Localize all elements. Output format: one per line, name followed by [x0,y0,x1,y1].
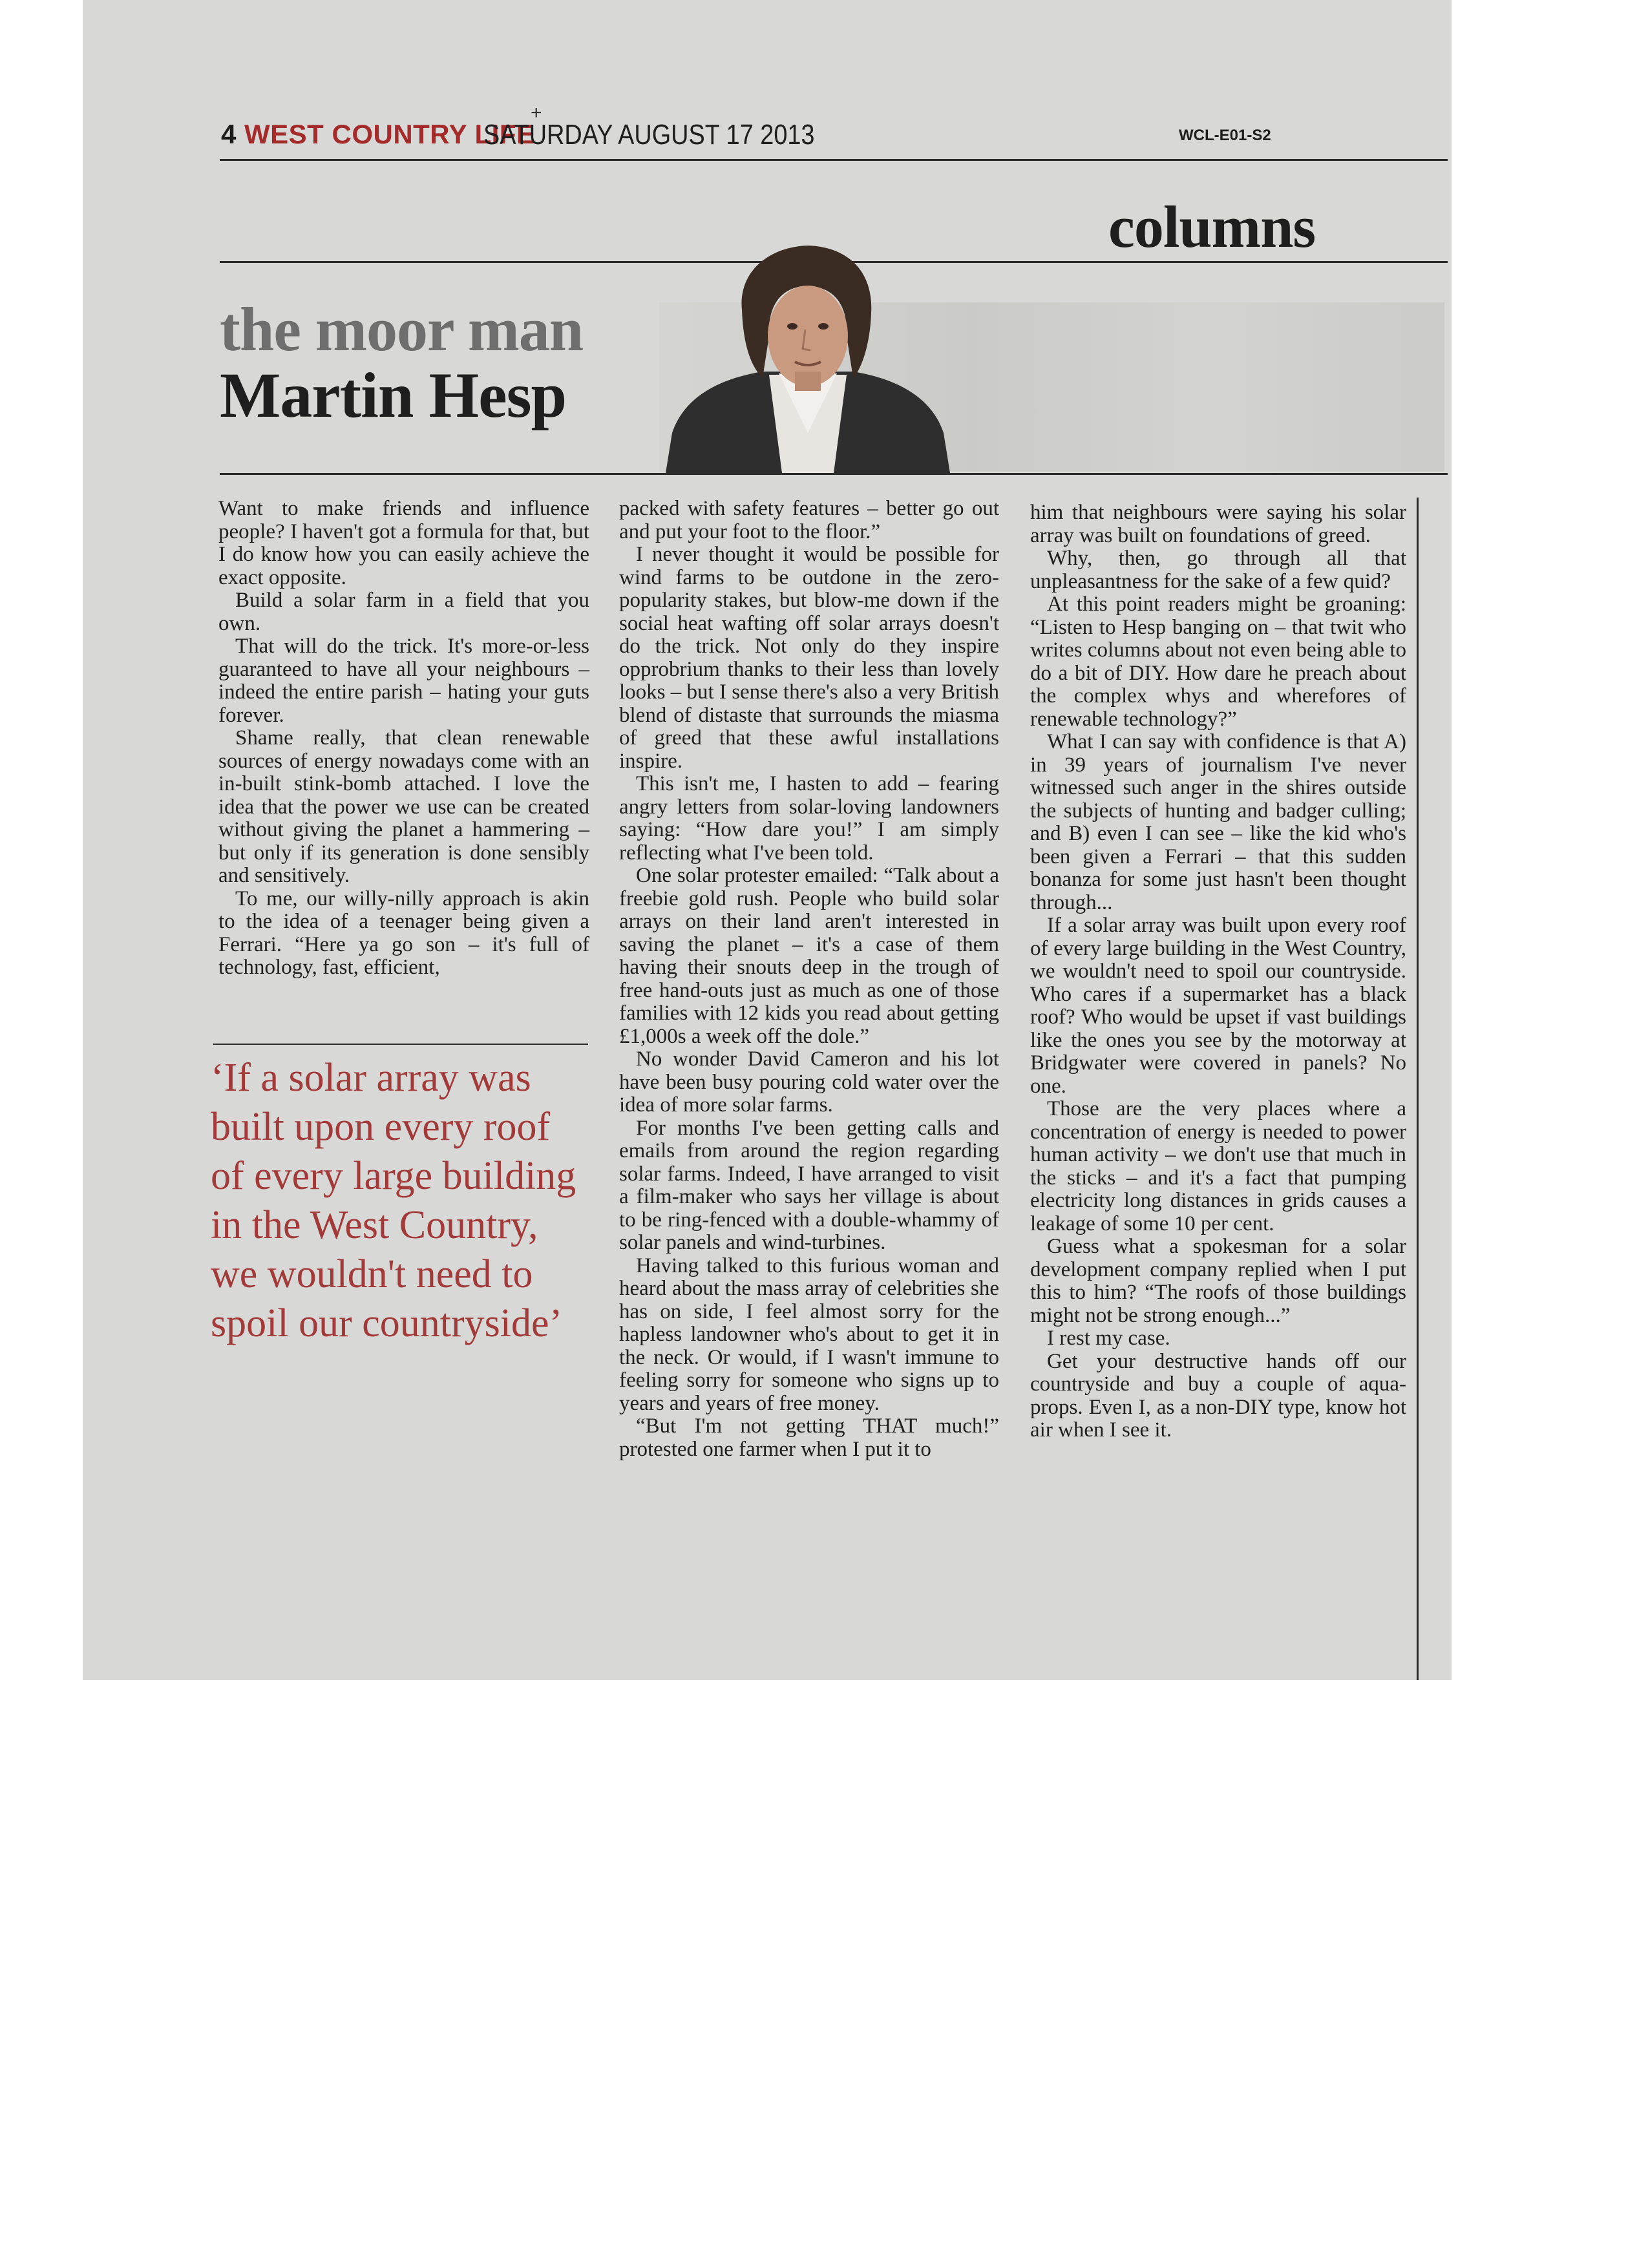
paragraph: Get your destructive hands off our countryside and buy a couple of aqua-props. Even I, as a non-DIY type, know hot air when I see it. [1030,1349,1406,1442]
author-portrait [666,239,950,473]
pull-quote: ‘If a solar array was built upon every roof of every large building in the West Country, we wouldn't need to spoil our countryside’ [211,1056,576,1345]
column-divider [1417,498,1419,1680]
section-title: columns [1108,194,1316,260]
header-rule [220,159,1448,161]
page-code: WCL-E01-S2 [1179,127,1271,144]
paragraph: I never thought it would be possible for wind farms to be outdone in the zero-popularity stakes, but blow-me down if the social heat wafting off solar arrays doesn't do the trick. Not only do they inspire opprobrium thanks to their less than lovely looks – but I sense there's also a very British blend of distaste that surrounds the miasma of greed that these awful installations inspire. [619,543,999,773]
pullquote-rule [213,1044,588,1045]
section-name: WEST COUNTRY LIFE [244,119,535,149]
paragraph: No wonder David Cameron and his lot have been busy pouring cold water over the idea of more solar farms. [619,1047,999,1117]
paragraph: To me, our willy-nilly approach is akin to the idea of a teenager being given a Ferrari. “Here ya go son – it's full of technology, fast, efficient, [218,887,589,979]
paragraph: Those are the very places where a concentration of energy is needed to power human activity – we don't use that much in the sticks – and it's a fact that pumping electricity long distances in grids causes a leakage of some 10 per cent. [1030,1097,1406,1235]
paragraph: Want to make friends and influence people? I haven't got a formula for that, but I do know how you can easily achieve the exact opposite. [218,497,589,589]
paragraph: Build a solar farm in a field that you own. [218,589,589,635]
paragraph: This isn't me, I hasten to add – fearing angry letters from solar-loving landowners saying: “How dare you!” I am simply reflecting what I've been told. [619,772,999,865]
paragraph: him that neighbours were saying his solar array was built on foundations of greed. [1030,501,1406,547]
paragraph: packed with safety features – better go out and put your foot to the floor.” [619,497,999,543]
author-name: Martin Hesp [220,359,567,431]
paragraph: For months I've been getting calls and emails from around the region regarding solar farms. Indeed, I have arranged to visit a film-maker who says her village is about to be ring-fenced with a double-whammy of solar panels and wind-turbines. [619,1116,999,1254]
paragraph: Why, then, go through all that unpleasantness for the sake of a few quid? [1030,547,1406,593]
article-top-rule [220,473,1448,475]
page-header [220,115,1448,158]
paragraph: “But I'm not getting THAT much!” protested one farmer when I put it to [619,1414,999,1461]
paragraph: I rest my case. [1047,1327,1170,1350]
paragraph: At this point readers might be groaning: “Listen to Hesp banging on – that twit who writes columns about not even being able to do a bit of DIY. How dare he preach about the complex whys and wherefores of renewable technology?” [1030,593,1406,731]
paragraph: Shame really, that clean renewable sources of energy nowadays come with an in-built stink-bomb attached. I love the idea that the power we use can be created without giving the planet a hammering – but only if its generation is done sensibly and sensitively. [218,726,589,887]
article-column-1 [218,498,589,980]
registration-mark: + [531,102,542,123]
article-column-2 [619,498,999,1461]
article-column-3 [1030,501,1406,1442]
paragraph: What I can say with confidence is that A) in 39 years of journalism I've never witnessed such anger in the shires outside the subjects of hunting and badger culling; and B) even I can see – like the kid who's been given a Ferrari – that this sudden bonanza for some just hasn't been thought through... [1030,730,1406,914]
page-number: 4 [221,119,237,149]
paragraph: That will do the trick. It's more-or-less guaranteed to have all your neighbours – indeed the entire parish – hating your guts forever. [218,635,589,727]
column-name: the moor man [220,295,584,364]
paragraph: If a solar array was built upon every roof of every large building in the West Country, we wouldn't need to spoil our countryside. Who cares if a supermarket has a black roof? Who would be upset if vast buildings like the ones you see by the motorway at Bridgwater were covered in panels? No one. [1030,914,1406,1098]
paragraph: Guess what a spokesman for a solar development company replied when I put this to him? “The roofs of those buildings might not be strong enough...” [1030,1235,1406,1327]
paragraph: One solar protester emailed: “Talk about a freebie gold rush. People who build solar arrays on their land aren't interested in saving the planet – it's a case of them having their snouts deep in the trough of free hand-outs just as much as one of those families with 12 kids you read about getting £1,000s a week off the dole.” [619,864,999,1048]
paragraph: Having talked to this furious woman and heard about the mass array of celebrities she has on side, I feel almost sorry for the hapless landowner who's about to get it in the neck. Or would, if I wasn't immune to feeling sorry for someone who signs up to years and years of free money. [619,1254,999,1415]
issue-date: SATURDAY AUGUST 17 2013 [483,119,815,151]
